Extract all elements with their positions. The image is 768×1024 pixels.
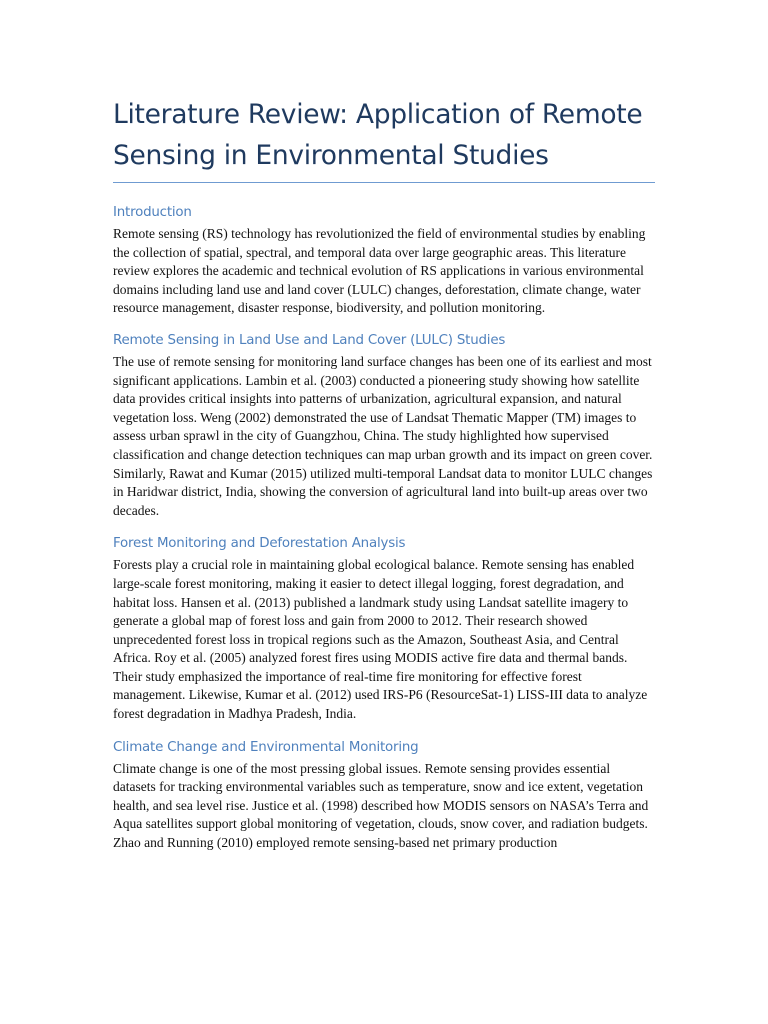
section-heading: Climate Change and Environmental Monitoring (113, 739, 419, 755)
section-paragraph: Climate change is one of the most pressing global issues. Remote sensing provides essential datasets for tracking environmental variables such as temperature, snow and ice extent, vegetation health, and sea level rise. Justice et al. (1998) described how MODIS sensors on NASA’s Terra and Aqua satellites support global monitoring of vegetation, clouds, snow cover, and radiation budgets. Zhao and Running (2010) employed remote sensing-based net primary production (113, 760, 649, 851)
section-paragraph: Remote sensing (RS) technology has revolutionized the field of environmental studies by enabling the collection of spatial, spectral, and temporal data over large geographic areas. This literature review explores the academic and technical evolution of RS applications in various environmental domains including land use and land cover (LULC) changes, deforestation, climate change, water resource management, disaster response, biodiversity, and pollution monitoring. (113, 226, 646, 316)
section-paragraph: Forests play a crucial role in maintaining global ecological balance. Remote sensing has enabled large-scale forest monitoring, making it easier to detect illegal logging, forest degradation, and habitat loss. Hansen et al. (2013) published a landmark study using Landsat satellite imagery to generate a global map of forest loss and gain from 2000 to 2012. Their research showed unprecedented forest loss in tropical regions such as the Amazon, Southeast Asia, and Central Africa. Roy et al. (2005) analyzed forest fires using MODIS active fire data and thermal bands. Their study emphasized the importance of real-time fire monitoring for effective forest management. Likewise, Kumar et al. (2012) used IRS-P6 (ResourceSat-1) LISS-III data to analyze forest degradation in Madhya Pradesh, India. (113, 557, 648, 722)
section-heading: Forest Monitoring and Deforestation Analysis (113, 536, 406, 552)
document-title: Literature Review: Application of Remote Sensing in Environmental Studies (113, 94, 655, 183)
section-climate-change (113, 739, 655, 853)
document-page (113, 94, 655, 853)
section-heading: Introduction (113, 205, 192, 220)
section-lulc-studies (113, 332, 655, 520)
section-heading: Remote Sensing in Land Use and Land Cover (LULC) Studies (113, 332, 506, 348)
section-forest-monitoring (113, 535, 655, 723)
section-paragraph: The use of remote sensing for monitoring land surface changes has been one of its earliest and most significant applications. Lambin et al. (2003) conducted a pioneering study showing how satellite data provides critical insights into patterns of urbanization, agricultural expansion, and natural vegetation loss. Weng (2002) demonstrated the use of Landsat Thematic Mapper (TM) images to assess urban sprawl in the city of Guangzhou, China. The study highlighted how supervised classification and change detection techniques can map urban growth and its impact on green cover. Similarly, Rawat and Kumar (2015) utilized multi-temporal Landsat data to monitor LULC changes in Haridwar district, India, showing the conversion of agricultural land into built-up areas over two decades. (113, 353, 653, 518)
section-introduction (113, 204, 655, 318)
